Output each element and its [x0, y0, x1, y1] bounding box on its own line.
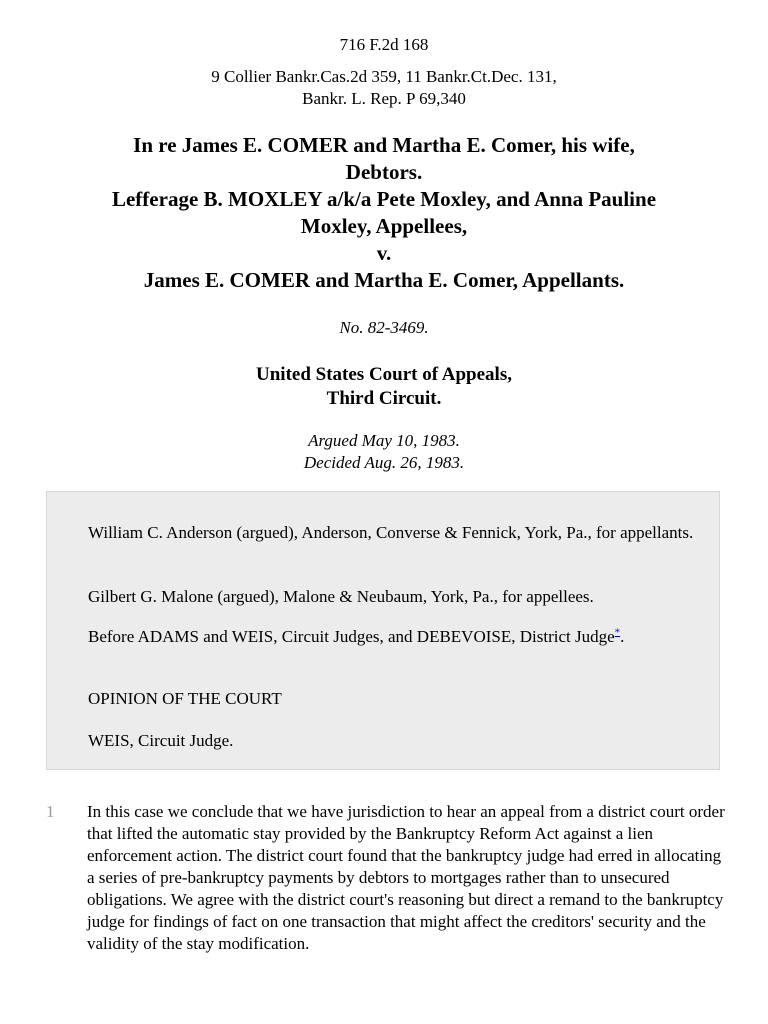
case-title — [40, 132, 728, 294]
paragraph-number: 1 — [46, 802, 55, 821]
panel-judges — [88, 626, 698, 648]
opinion-heading: OPINION OF THE COURT — [88, 689, 282, 708]
docket-number: No. 82-3469. — [339, 318, 429, 337]
case-title-line-3: Lefferage B. MOXLEY a/k/a Pete Moxley, and Anna Pauline — [111, 187, 657, 211]
opinion-paragraph: In this case we conclude that we have jurisdiction to hear an appeal from a district court order that lifted the automatic stay provided by the Bankruptcy Reform Act against a lien enforcement action. The district court found that the bankruptcy judge had erred in allocating a series of pre-bankruptcy payments by debtors to mortgages rather than to unsecured obligations. We agree with the district court's reasoning but direct a remand to the bankruptcy judge for findings of fact on one transaction that might affect the creditors' security and the validity of the stay modification. — [87, 802, 725, 953]
case-title-line-5: v. — [376, 241, 392, 265]
decided-date: Decided Aug. 26, 1983. — [303, 453, 465, 472]
header-box — [46, 491, 720, 770]
opinion-author: WEIS, Circuit Judge. — [88, 731, 234, 750]
citation-parallel — [0, 66, 768, 110]
footnote-link[interactable]: * — [614, 626, 621, 639]
case-title-line-2: Debtors. — [345, 160, 423, 184]
case-dates — [0, 430, 768, 474]
court-name — [0, 363, 768, 411]
case-title-line-1: In re James E. COMER and Martha E. Comer, his wife, — [133, 133, 635, 157]
citation-parallel-line-2: Bankr. L. Rep. P 69,340 — [302, 89, 466, 108]
argued-date: Argued May 10, 1983. — [308, 431, 460, 450]
court-name-line-1: United States Court of Appeals, — [256, 364, 512, 385]
panel-judges-text: Before ADAMS and WEIS, Circuit Judges, and DEBEVOISE, District Judge — [88, 627, 615, 646]
citation-main: 716 F.2d 168 — [339, 35, 429, 54]
case-title-line-4: Moxley, Appellees, — [300, 214, 468, 238]
counsel-appellees: Gilbert G. Malone (argued), Malone & Neubaum, York, Pa., for appellees. — [88, 587, 594, 606]
case-title-line-6: James E. COMER and Martha E. Comer, Appellants. — [143, 268, 625, 292]
citation-parallel-line-1: 9 Collier Bankr.Cas.2d 359, 11 Bankr.Ct.Dec. 131, — [211, 67, 557, 86]
counsel-appellants: William C. Anderson (argued), Anderson, Converse & Fennick, York, Pa., for appellants. — [88, 523, 694, 542]
panel-judges-end: . — [620, 627, 625, 646]
court-name-line-2: Third Circuit. — [326, 388, 442, 409]
